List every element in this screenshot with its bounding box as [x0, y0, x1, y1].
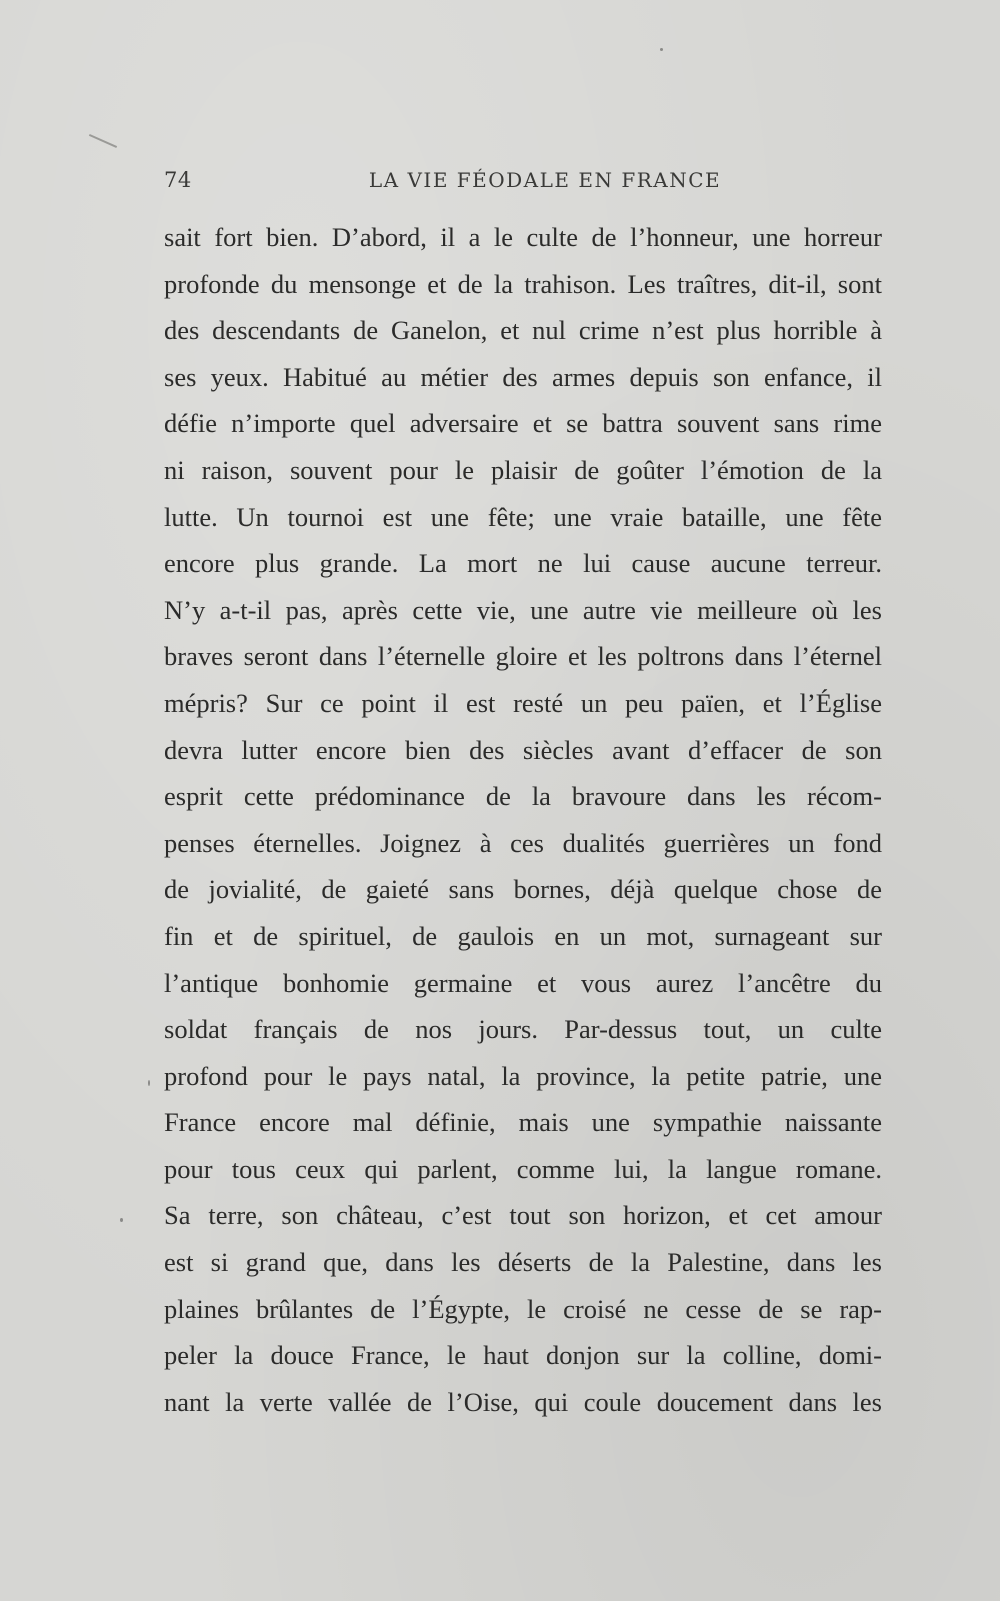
- text-line: ni raison, souvent pour le plaisir de goûter l’émotion de la: [164, 454, 882, 485]
- text-line: devra lutter encore bien des siècles avant d’effacer de son: [164, 734, 882, 765]
- text-line: plaines brûlantes de l’Égypte, le croisé ne cesse de se rap-: [164, 1293, 882, 1324]
- text-line: soldat français de nos jours. Par-dessus tout, un culte: [164, 1014, 882, 1045]
- running-title: LA VIE FÉODALE EN FRANCE: [368, 168, 722, 192]
- body-text: [164, 214, 882, 1425]
- text-line: peler la douce France, le haut donjon sur la colline, domi-: [164, 1340, 882, 1371]
- text-line: profonde du mensonge et de la trahison. Les traîtres, dit-il, sont: [164, 268, 882, 299]
- text-line: mépris? Sur ce point il est resté un peu païen, et l’Église: [164, 687, 882, 718]
- text-line: N’y a-t-il pas, après cette vie, une autre vie meilleure où les: [164, 594, 882, 625]
- text-line: ses yeux. Habitué au métier des armes depuis son enfance, il: [164, 361, 882, 392]
- text-line: sait fort bien. D’abord, il a le culte de l’honneur, une horreur: [164, 222, 882, 252]
- text-line: de jovialité, de gaieté sans bornes, déjà quelque chose de: [164, 874, 882, 905]
- text-line: est si grand que, dans les déserts de la Palestine, dans les: [164, 1247, 882, 1278]
- text-line: encore plus grande. La mort ne lui cause aucune terreur.: [164, 548, 882, 579]
- text-line: fin et de spirituel, de gaulois en un mot, surnageant sur: [164, 920, 882, 951]
- paper-speck: [148, 1080, 150, 1086]
- text-line: esprit cette prédominance de la bravoure dans les récom-: [164, 781, 882, 812]
- text-line: Sa terre, son château, c’est tout son horizon, et cet amour: [164, 1200, 882, 1231]
- paper-speck: [120, 1218, 123, 1222]
- page-number: 74: [164, 168, 192, 192]
- paper-speck: [660, 48, 663, 51]
- text-line: lutte. Un tournoi est une fête; une vraie bataille, une fête: [164, 501, 882, 532]
- text-line: nant la verte vallée de l’Oise, qui coule doucement dans les: [164, 1386, 882, 1417]
- text-line: penses éternelles. Joignez à ces dualités guerrières un fond: [164, 827, 882, 858]
- paper-blemish: [89, 134, 117, 148]
- text-line: défie n’importe quel adversaire et se battra souvent sans rime: [164, 408, 882, 439]
- text-line: France encore mal définie, mais une sympathie naissante: [164, 1107, 882, 1138]
- running-head: [164, 168, 886, 198]
- text-line: des descendants de Ganelon, et nul crime n’est plus horrible à: [164, 315, 882, 346]
- text-line: pour tous ceux qui parlent, comme lui, la langue romane.: [164, 1153, 882, 1184]
- text-line: braves seront dans l’éternelle gloire et les poltrons dans l’éternel: [164, 641, 882, 672]
- text-line: profond pour le pays natal, la province, la petite patrie, une: [164, 1060, 882, 1091]
- text-line: l’antique bonhomie germaine et vous aurez l’ancêtre du: [164, 967, 882, 998]
